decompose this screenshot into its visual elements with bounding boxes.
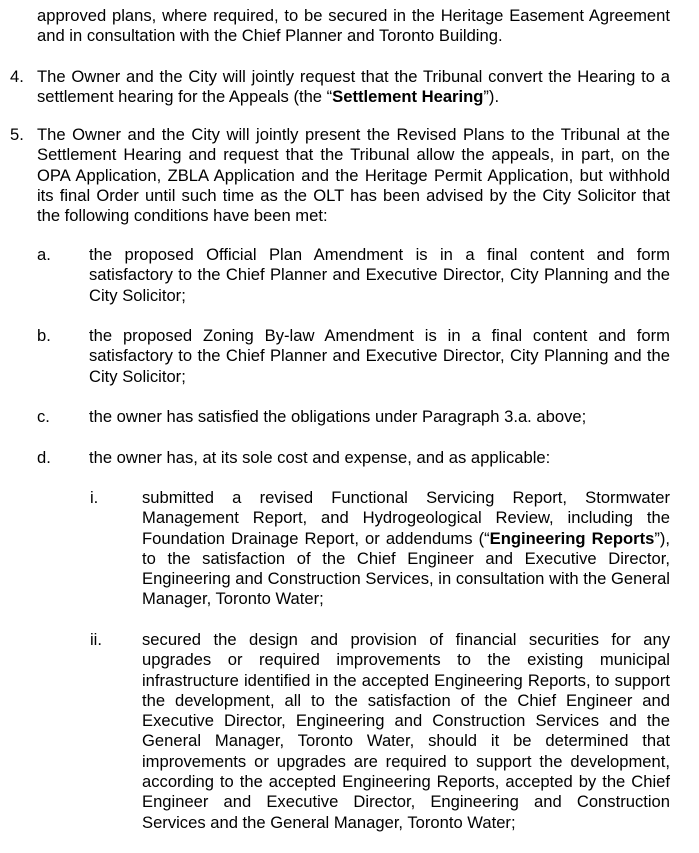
roman-item-i-text-post: ”), to the satisfaction of the Chief Engineer and Executive Director, Engineering and Construction Services, in consultation with the General Manager, Toronto Water; [142, 528, 670, 609]
roman-item-i-paragraph [142, 488, 670, 610]
sub-item-d-letter: d. [37, 448, 51, 467]
item-5-paragraph: The Owner and the City will jointly present the Revised Plans to the Tribunal at the Settlement Hearing and request that the Tribunal allow the appeals, in part, on the OPA Application, ZBLA Application and the Heritage Permit Application, but withhold its final Order until such time as the OLT has been advised by the City Solicitor that the following conditions have been met: [37, 125, 670, 226]
roman-item-i-text-pre: submitted a revised Functional Servicing Report, Stormwater Management Report, and Hydrogeological Review, including the Foundation Drainage Report, or addendums (“ [142, 488, 670, 548]
sub-item-c-paragraph: the owner has satisfied the obligations under Paragraph 3.a. above; [89, 407, 587, 426]
item-4-text-pre: The Owner and the City will jointly request that the Tribunal convert the Hearing to a settlement hearing for the Appeals (the “ [37, 67, 670, 107]
item-4-paragraph [37, 67, 670, 108]
sub-item-d-paragraph: the owner has, at its sole cost and expense, and as applicable: [89, 448, 551, 467]
item-5-number: 5. [10, 125, 24, 144]
sub-item-c-letter: c. [37, 407, 50, 426]
item-4-text-post: ”). [483, 87, 500, 107]
settlement-hearing-term: Settlement Hearing [332, 87, 484, 107]
sub-item-b-paragraph: the proposed Zoning By-law Amendment is in a final content and form satisfactory to the Chief Planner and Executive Director, City Planning and the City Solicitor; [89, 326, 670, 386]
engineering-reports-term: Engineering Reports [489, 528, 655, 548]
roman-item-ii-paragraph: secured the design and provision of financial securities for any upgrades or required improvements to the existing municipal infrastructure identified in the accepted Engineering Reports, to support the development, all to the satisfaction of the Chief Engineer and Executive Director, Engineering and Construction Services and the General Manager, Toronto Water, should it be determined that improvements or upgrades are required to support the development, according to the accepted Engineering Reports, accepted by the Chief Engineer and Executive Director, Engineering and Construction Services and the General Manager, Toronto Water; [142, 630, 670, 832]
continuation-paragraph: approved plans, where required, to be secured in the Heritage Easement Agreement and in consultation with the Chief Planner and Toronto Building. [37, 6, 670, 46]
roman-item-ii-numeral: ii. [90, 630, 102, 649]
sub-item-a-letter: a. [37, 245, 51, 264]
sub-item-a-paragraph: the proposed Official Plan Amendment is in a final content and form satisfactory to the Chief Planner and Executive Director, City Planning and the City Solicitor; [89, 245, 670, 305]
roman-item-i-numeral: i. [90, 488, 99, 507]
item-4-number: 4. [10, 67, 24, 86]
sub-item-b-letter: b. [37, 326, 51, 345]
